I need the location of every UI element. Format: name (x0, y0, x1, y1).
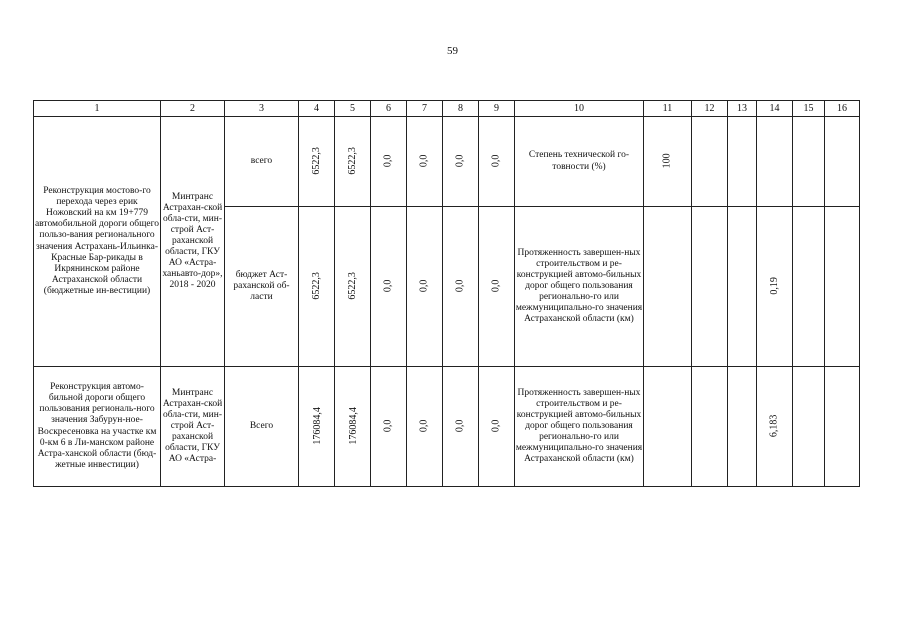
value-text: 0,0 (382, 155, 394, 168)
header-cell: 8 (443, 101, 479, 117)
source-text: бюджет Аст-раханской об-ласти (233, 269, 290, 303)
value-cell (335, 367, 371, 487)
header-cell: 3 (225, 101, 299, 117)
value-text: 6522,3 (346, 272, 358, 301)
header-cell: 10 (515, 101, 644, 117)
header-row (34, 101, 860, 117)
executor-text: Минтранс Астрахан-ской обла-сти, мин-строй Аст-раханской области, ГКУ АО «Астра-ханьавто-дор», 2018 - 2020 (162, 191, 223, 291)
indicator-cell (515, 117, 644, 207)
value-cell (728, 207, 757, 367)
header-cell: 15 (793, 101, 825, 117)
value-text: 0,0 (454, 420, 466, 433)
header-cell: 13 (728, 101, 757, 117)
header-cell: 12 (692, 101, 728, 117)
header-cell: 1 (34, 101, 161, 117)
source-text: Всего (249, 420, 274, 431)
value-cell (443, 367, 479, 487)
project-name-cell (34, 367, 161, 487)
value-cell (728, 367, 757, 487)
value-text: 176084,4 (347, 407, 359, 446)
value-text: 6522,3 (346, 147, 358, 176)
value-cell (757, 367, 793, 487)
header-cell: 11 (644, 101, 692, 117)
executor-text: Минтранс Астрахан-ской обла-сти, мин-строй Аст-раханской области, ГКУ АО «Астра- (162, 387, 223, 465)
value-cell (479, 117, 515, 207)
value-cell (299, 207, 335, 367)
value-cell (825, 207, 860, 367)
value-cell (692, 117, 728, 207)
value-cell (407, 117, 443, 207)
value-text: 0,0 (418, 155, 430, 168)
value-text: 0,19 (768, 277, 780, 296)
header-cell: 5 (335, 101, 371, 117)
value-cell (407, 367, 443, 487)
header-cell: 16 (825, 101, 860, 117)
value-text: 6,183 (768, 415, 780, 438)
value-cell (644, 207, 692, 367)
value-text: 0,0 (418, 420, 430, 433)
value-cell (443, 117, 479, 207)
value-text: 0,0 (454, 155, 466, 168)
source-cell (225, 117, 299, 207)
value-cell (407, 207, 443, 367)
value-text: 6522,3 (310, 147, 322, 176)
table-row (34, 117, 860, 207)
value-text: 6522,3 (310, 272, 322, 301)
executor-cell (161, 367, 225, 487)
source-cell (225, 207, 299, 367)
value-cell (793, 117, 825, 207)
value-cell (757, 207, 793, 367)
value-cell (825, 367, 860, 487)
value-cell (371, 117, 407, 207)
value-text: 0,0 (382, 280, 394, 293)
value-text: 0,0 (490, 280, 502, 293)
value-text: 0,0 (490, 420, 502, 433)
value-cell (299, 117, 335, 207)
value-cell (479, 207, 515, 367)
page-number: 59 (447, 45, 458, 57)
value-cell (793, 367, 825, 487)
project-name: Реконструкция мостово-го перехода через ерик Ножовский на км 19+779 автомобильной дороги общего пользо-вания регионального значения Астрахань-Ильинка-Красные Бар-рикады в Икрянинском районе Астраханской области (бюджетные ин-вестиции) (34, 185, 160, 296)
value-cell (793, 207, 825, 367)
value-cell (757, 117, 793, 207)
value-cell (371, 367, 407, 487)
value-cell (644, 117, 692, 207)
executor-cell (161, 117, 225, 367)
header-cell: 4 (299, 101, 335, 117)
value-cell (692, 207, 728, 367)
value-text: 0,0 (382, 420, 394, 433)
value-cell (728, 117, 757, 207)
data-table (33, 100, 860, 487)
value-cell (335, 207, 371, 367)
source-cell (225, 367, 299, 487)
value-text: 0,0 (418, 280, 430, 293)
header-cell: 9 (479, 101, 515, 117)
header-cell: 7 (407, 101, 443, 117)
header-cell: 6 (371, 101, 407, 117)
indicator-cell (515, 367, 644, 487)
indicator-text: Протяженность завершен-ных строительством и ре-конструкцией автомо-бильных дорог общего пользования регионально-го или межмуниципально-го значения Астраханской области (км) (515, 247, 643, 325)
value-text: 176084,4 (311, 407, 323, 446)
project-name-cell (34, 117, 161, 367)
value-cell (443, 207, 479, 367)
value-cell (479, 367, 515, 487)
value-text: 0,0 (454, 280, 466, 293)
value-cell (644, 367, 692, 487)
indicator-text: Протяженность завершен-ных строительством и ре-конструкцией автомо-бильных дорог общего пользования регионально-го или межмуниципально-го значения Астраханской области (км) (515, 387, 643, 465)
value-cell (299, 367, 335, 487)
indicator-text: Степень технической го-товности (%) (528, 150, 630, 172)
value-cell (371, 207, 407, 367)
value-text: 100 (661, 153, 673, 169)
table-row (34, 367, 860, 487)
value-text: 0,0 (490, 155, 502, 168)
header-cell: 14 (757, 101, 793, 117)
header-cell: 2 (161, 101, 225, 117)
project-name: Реконструкция автомо-бильной дороги общего пользования региональ-ного значения Забурун-ное-Воскресеновка на участке км 0-км 6 в Ли-манском районе Астра-ханской области (бюд-жетные инвестиции) (37, 382, 157, 470)
value-cell (825, 117, 860, 207)
value-cell (335, 117, 371, 207)
source-text: всего (250, 155, 273, 166)
indicator-cell (515, 207, 644, 367)
value-cell (692, 367, 728, 487)
